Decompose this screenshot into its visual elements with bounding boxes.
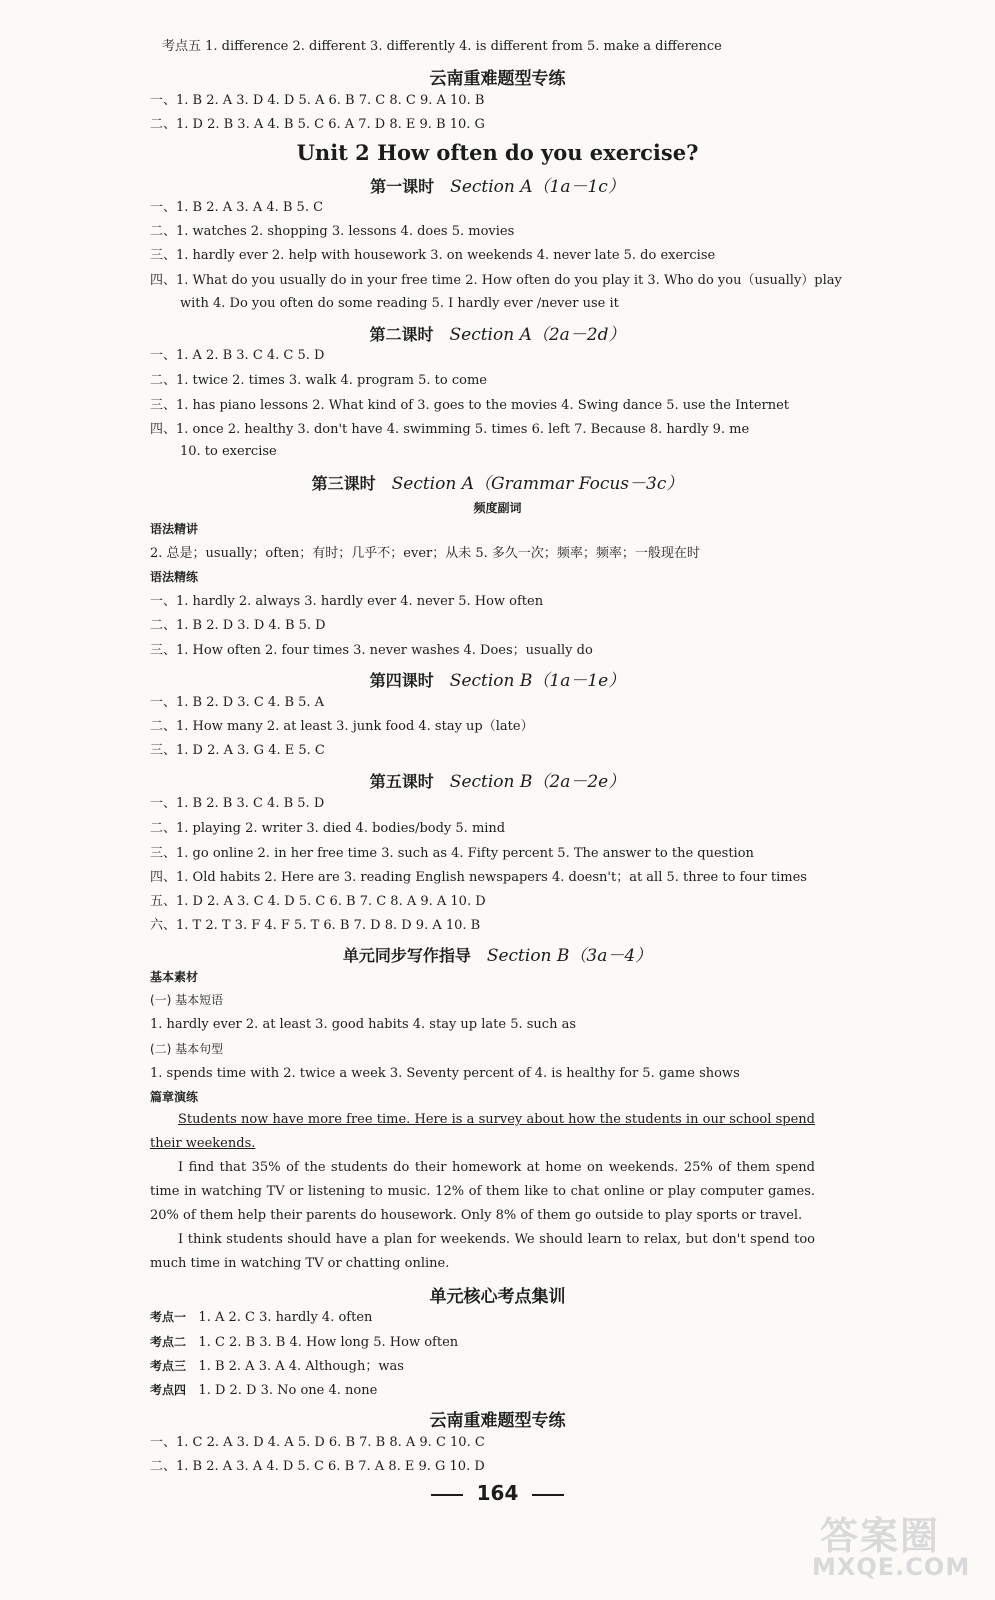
lesson2-row-4a: 四、1. once 2. healthy 3. don't have 4. swimming 5. times 6. left 7. Because 8. hardly 9. me — [150, 422, 750, 437]
lesson5-row-1: 一、1. B 2. B 3. C 4. B 5. D — [150, 796, 325, 811]
lesson1-row-4a: 四、1. What do you usually do in your free time 2. How often do you play it 3. Who do you（usually）play — [150, 273, 842, 288]
core-point-4-answers: 1. D 2. D 3. No one 4. none — [198, 1383, 378, 1398]
basic-phrases-label: (一) 基本短语 — [150, 993, 224, 1007]
core-point-4 — [150, 1381, 825, 1400]
core-point-3-label: 考点三 — [150, 1359, 187, 1373]
lesson4-heading — [0, 666, 995, 691]
lesson3-row-1: 一、1. hardly 2. always 3. hardly ever 4. never 5. How often — [150, 594, 544, 609]
lesson2-row-2: 二、1. twice 2. times 3. walk 4. program 5. to come — [150, 373, 487, 388]
page-number-text: 164 — [476, 1481, 519, 1505]
lesson5-row-3: 三、1. go online 2. in her free time 3. such as 4. Fifty percent 5. The answer to the question — [150, 846, 754, 861]
lesson2-heading — [0, 320, 995, 345]
lesson2-title: 第二课时 — [369, 325, 434, 344]
watermark-logo: 答案圈 — [820, 1514, 941, 1558]
lesson1-row-2: 二、1. watches 2. shopping 3. lessons 4. does 5. movies — [150, 224, 515, 239]
essay-paragraph-2: I think students should have a plan for weekends. We should learn to relax, but don't spend too much time in watching TV or chatting online. — [150, 1232, 815, 1271]
lesson2-row-1: 一、1. A 2. B 3. C 4. C 5. D — [150, 348, 325, 363]
lesson3-subtitle: 频度副词 — [473, 501, 522, 515]
core-point-4-label: 考点四 — [150, 1383, 187, 1397]
lesson1-heading — [0, 172, 995, 197]
writing-section: Section B（3a－4） — [486, 946, 653, 966]
core-points-heading: 单元核心考点集训 — [429, 1287, 566, 1307]
yunnan-row-2: 二、1. D 2. B 3. A 4. B 5. C 6. A 7. D 8. E 9. B 10. G — [150, 117, 485, 132]
lesson5-row-2: 二、1. playing 2. writer 3. died 4. bodies/body 5. mind — [150, 821, 506, 836]
lesson1-row-1: 一、1. B 2. A 3. A 4. B 5. C — [150, 200, 324, 215]
lesson1-row-4b: with 4. Do you often do some reading 5. I hardly ever /never use it — [180, 296, 619, 311]
yunnan-practice-heading: 云南重难题型专练 — [429, 69, 566, 89]
core-point-2 — [150, 1333, 825, 1352]
core-point-3 — [150, 1357, 825, 1376]
lesson2-row-4b: 10. to exercise — [180, 444, 277, 459]
lesson1-section: Section A（1a－1c） — [450, 177, 625, 197]
writing-heading — [0, 941, 995, 966]
lesson3-title: 第三课时 — [311, 474, 376, 493]
lesson4-row-2: 二、1. How many 2. at least 3. junk food 4. stay up（late） — [150, 719, 534, 734]
page-number — [0, 1481, 995, 1505]
lesson3-row-2: 二、1. B 2. D 3. D 4. B 5. D — [150, 618, 326, 633]
lesson2-row-3: 三、1. has piano lessons 2. What kind of 3. goes to the movies 4. Swing dance 5. use the Internet — [150, 398, 790, 413]
lesson4-row-3: 三、1. D 2. A 3. G 4. E 5. C — [150, 743, 325, 758]
yunnan-practice-heading-2: 云南重难题型专练 — [429, 1411, 566, 1431]
yunnan2-row-2: 二、1. B 2. A 3. A 4. D 5. C 6. B 7. A 8. E 9. G 10. D — [150, 1459, 485, 1474]
core-point-1 — [150, 1308, 825, 1327]
core-point-1-label: 考点一 — [150, 1310, 187, 1324]
core-point-3-answers: 1. B 2. A 3. A 4. Although；was — [198, 1359, 404, 1374]
basic-sentences: 1. spends time with 2. twice a week 3. Seventy percent of 4. is healthy for 5. game shows — [150, 1066, 740, 1081]
essay-paragraph-1: I find that 35% of the students do their homework at home on weekends. 25% of them spend time in watching TV or listening to music. 12% of them like to chat online or play computer games. 20% of them help their parents do housework. Only 8% of them go outside to play sports or travel. — [150, 1160, 815, 1223]
yunnan2-row-1: 一、1. C 2. A 3. D 4. A 5. D 6. B 7. B 8. A 9. C 10. C — [150, 1435, 485, 1450]
lesson3-section: Section A（Grammar Focus－3c） — [391, 474, 684, 494]
basic-material-label: 基本素材 — [150, 970, 199, 984]
essay-practice-label: 篇章演练 — [150, 1090, 199, 1104]
core-point-2-label: 考点二 — [150, 1335, 187, 1349]
lesson4-title: 第四课时 — [369, 671, 434, 690]
watermark — [800, 1505, 975, 1595]
lesson3-row-3: 三、1. How often 2. four times 3. never washes 4. Does；usually do — [150, 643, 593, 658]
basic-sentences-label: (二) 基本句型 — [150, 1042, 224, 1056]
lesson5-title: 第五课时 — [369, 772, 434, 791]
lesson5-row-5: 五、1. D 2. A 3. C 4. D 5. C 6. B 7. C 8. A 9. A 10. D — [150, 894, 486, 909]
kaodian5-answers: 考点五 1. difference 2. different 3. differently 4. is different from 5. make a difference — [162, 39, 722, 54]
lesson1-title: 第一课时 — [370, 177, 435, 196]
page-number-dash-right — [532, 1494, 564, 1496]
lesson5-heading — [0, 767, 995, 792]
unit-title: Unit 2 How often do you exercise? — [296, 140, 699, 165]
lesson2-section: Section A（2a－2d） — [449, 325, 626, 345]
lesson4-row-1: 一、1. B 2. D 3. C 4. B 5. A — [150, 695, 325, 710]
essay-title: Students now have more free time. Here is a survey about how the students in our school spend their weekends. — [150, 1112, 815, 1151]
writing-title: 单元同步写作指导 — [342, 946, 471, 965]
grammar-practice-label: 语法精练 — [150, 570, 199, 584]
lesson1-row-3: 三、1. hardly ever 2. help with housework 3. on weekends 4. never late 5. do exercise — [150, 248, 716, 263]
lesson4-section: Section B（1a－1e） — [449, 671, 626, 691]
watermark-url: MXQE.COM — [812, 1553, 971, 1581]
grammar-explain-answers: 2. 总是；usually；often；有时；几乎不；ever；从未 5. 多久一次；频率；频率；一般现在时 — [150, 546, 700, 561]
sample-essay — [150, 1108, 815, 1276]
yunnan-row-1: 一、1. B 2. A 3. D 4. D 5. A 6. B 7. C 8. C 9. A 10. B — [150, 93, 485, 108]
core-point-1-answers: 1. A 2. C 3. hardly 4. often — [198, 1310, 373, 1325]
lesson5-row-4: 四、1. Old habits 2. Here are 3. reading English newspapers 4. doesn't；at all 5. three to four times — [150, 870, 807, 885]
lesson5-section: Section B（2a－2e） — [449, 772, 626, 792]
page-number-dash-left — [431, 1494, 463, 1496]
basic-phrases: 1. hardly ever 2. at least 3. good habits 4. stay up late 5. such as — [150, 1017, 577, 1032]
core-point-2-answers: 1. C 2. B 3. B 4. How long 5. How often — [198, 1335, 459, 1350]
grammar-explain-label: 语法精讲 — [150, 522, 199, 536]
lesson5-row-6: 六、1. T 2. T 3. F 4. F 5. T 6. B 7. D 8. D 9. A 10. B — [150, 918, 481, 933]
lesson3-heading — [0, 469, 995, 494]
